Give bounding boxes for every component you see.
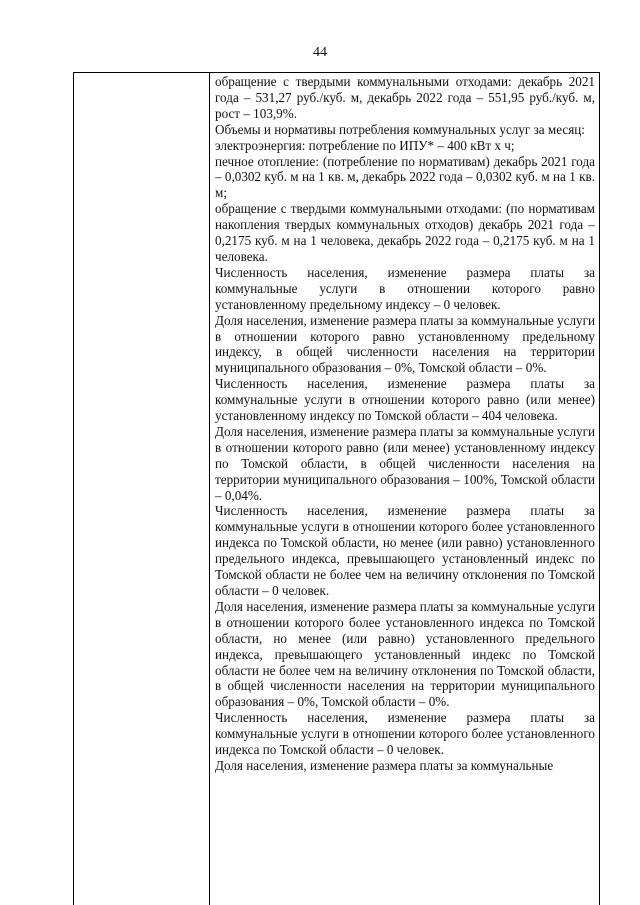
page-number: 44 (313, 45, 327, 60)
paragraph-3: электроэнергия: потребление по ИПУ* – 400 кВт х ч; (215, 137, 515, 153)
paragraph-8: Численность населения, изменение размера платы за коммунальные услуги в отношении которого равно (или менее) установленному индексу по Томской области – 404 человека. (215, 376, 595, 424)
paragraph-6: Численность населения, изменение размера платы за коммунальные услуги в отношении которого равно установленному предельному индексу – 0 человек. (215, 264, 595, 312)
paragraph-1: обращение с твердыми коммунальными отходами: декабрь 2021 года – 531,27 руб./куб. м, декабрь 2022 года – 551,95 руб./куб. м, рост – 103,9%. (215, 74, 595, 121)
paragraph-10: Численность населения, изменение размера платы за коммунальные услуги в отношении которого более установленного индекса по Томской области, но менее (или равно) установленного предельного индекса, превышающего установленный индекс по Томской области не более чем на величину отклонения по Томской области – 0 человек. (215, 503, 595, 598)
paragraph-5: обращение с твердыми коммунальными отходами: (по нормативам накопления твердых коммунальных отходов) декабрь 2021 года – 0,2175 куб. м на 1 человека, декабрь 2022 года – 0,2175 куб. м на 1 человека. (215, 201, 595, 264)
paragraph-12: Численность населения, изменение размера платы за коммунальные услуги в отношении которого более установленного индекса по Томской области – 0 человек. (215, 710, 595, 758)
document-table (73, 72, 600, 905)
paragraph-9: Доля населения, изменение размера платы за коммунальные услуги в отношении которого равно (или менее) установленному индексу по Томской области, в общей численности населения на территории муниципального образования – 100%, Томской области – 0,04%. (215, 423, 595, 503)
table-left-cell (74, 73, 210, 905)
paragraph-13: Доля населения, изменение размера платы за коммунальные (215, 757, 554, 773)
paragraph-11: Доля населения, изменение размера платы за коммунальные услуги в отношении которого более установленного индекса по Томской области, но менее (или равно) установленного предельного индекса, превышающего установленный индекс по Томской области не более чем на величину отклонения по Томской области, в общей численности населения на территории муниципального образования – 0%, Томской области – 0%. (215, 598, 595, 710)
table-right-cell (210, 73, 599, 774)
paragraph-7: Доля населения, изменение размера платы за коммунальные услуги в отношении которого равно установленному предельному индексу, в общей численности населения на территории муниципального образования – 0%, Томской области – 0%. (215, 312, 595, 376)
paragraph-2: Объемы и нормативы потребления коммунальных услуг за месяц: (215, 121, 585, 137)
paragraph-4: печное отопление: (потребление по нормативам) декабрь 2021 года – 0,0302 куб. м на 1 кв. м, декабрь 2022 года – 0,0302 куб. м на 1 кв. м; (215, 153, 595, 201)
